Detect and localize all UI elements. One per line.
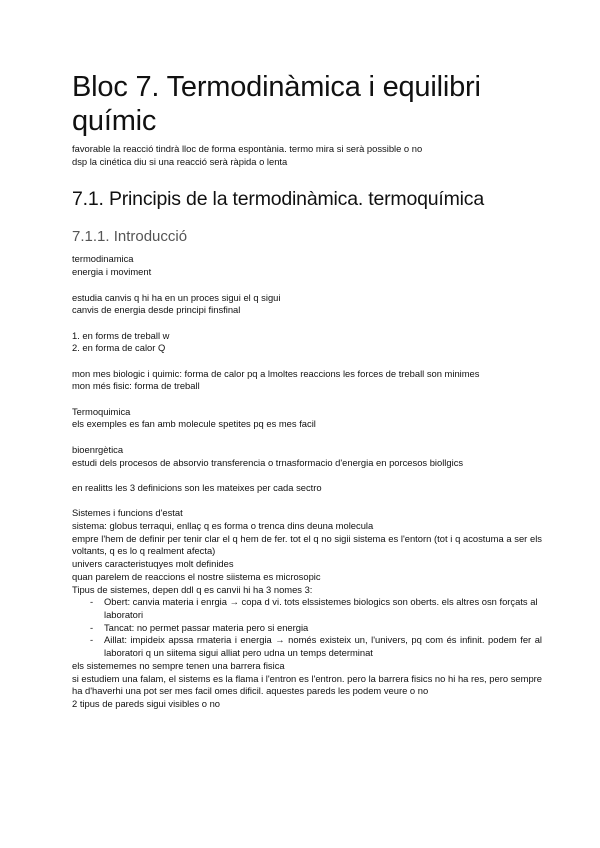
text-line: els sistememes no sempre tenen una barrera fisica	[72, 659, 285, 671]
text-line: quan parelem de reaccions el nostre siistema es microsopic	[72, 570, 321, 582]
text-line: termodinamica	[72, 253, 134, 265]
text-line: en realitts les 3 definicions son les mateixes per cada sectro	[72, 481, 322, 493]
bullet-dash: -	[90, 621, 94, 633]
text-line: Sistemes i funcions d'estat	[72, 507, 183, 519]
bullet-dash: -	[90, 634, 94, 646]
text-line: 2 tipus de pareds sigui visibles o no	[72, 697, 221, 709]
text-paragraph: empre l'hem de definir per tenir clar el q hem de fer. tot el q no sigii sistema es l'entorn (tot i q acostuma a ser els voltants, q es lo q realment afecta)	[72, 532, 542, 557]
list-item-text: Obert: canvia materia i enrgia → copa d vi. tots elssistemes biologics son oberts. els altres osn forçats al laboratori	[104, 596, 538, 620]
text-line: 1. en forms de treball w	[72, 329, 170, 341]
document-title: Bloc 7. Termodinàmica i equilibri químic	[72, 71, 481, 137]
text-line: els exemples es fan amb molecule spetites pq es mes facil	[72, 418, 316, 430]
text-line: univers caracteristuqyes molt definides	[72, 558, 234, 570]
text-line: estudi dels procesos de absorvio transferencia o trnasformacio d'energia en porcesos biollgics	[72, 456, 464, 468]
text-line: mon mes biologic i quimic: forma de calor pq a lmoltes reaccions les forces de treball son minimes	[72, 367, 480, 379]
system-types-list	[72, 596, 542, 660]
bullet-dash: -	[90, 596, 94, 608]
intro-line-2: dsp la cinética diu si una reacció serà ràpida o lenta	[72, 155, 288, 167]
text-paragraph: si estudiem una falam, el sistems es la flama i l'entron es l'entron. pero la barrera fisics no hi ha res, pero sempre ha d'haverhi una pot ser mes facil omes dificil. aquestes pareds les podem veure o no	[72, 672, 542, 697]
text-line: energia i moviment	[72, 266, 152, 278]
text-line: Termoquimica	[72, 405, 131, 417]
text-line: 2. en forma de calor Q	[72, 342, 166, 354]
text-line: Tipus de sistemes, depen ddl q es canvii hi ha 3 nomes 3:	[72, 583, 313, 595]
list-item	[72, 634, 542, 659]
list-item-text: Tancat: no permet passar materia pero si energia	[104, 621, 309, 633]
text-line: estudia canvis q hi ha en un proces sigui el q sigui	[72, 291, 281, 303]
document-content	[72, 70, 542, 711]
list-item	[72, 596, 542, 621]
text-line: sistema: globus terraqui, enllaç q es forma o trenca dins deuna molecula	[72, 520, 374, 532]
text-line: mon més fisic: forma de treball	[72, 380, 200, 392]
text-line: canvis de energia desde principi finsfinal	[72, 304, 241, 316]
list-item	[72, 622, 542, 635]
subsection-title: 7.1.1. Introducció	[72, 228, 188, 246]
intro-line-1: favorable la reacció tindrà lloc de forma espontània. termo mira si serà possible o no	[72, 143, 423, 154]
section-title: 7.1. Principis de la termodinàmica. termoquímica	[72, 188, 484, 211]
text-line: bioenrgètica	[72, 443, 124, 455]
list-item-text: Aillat: impideix apssa rmateria i energia → només existeix un, l'univers, pq com és infinit. podem fer al laboratori q un siitema sigui alliat pero udna un temps determinat	[104, 634, 542, 659]
